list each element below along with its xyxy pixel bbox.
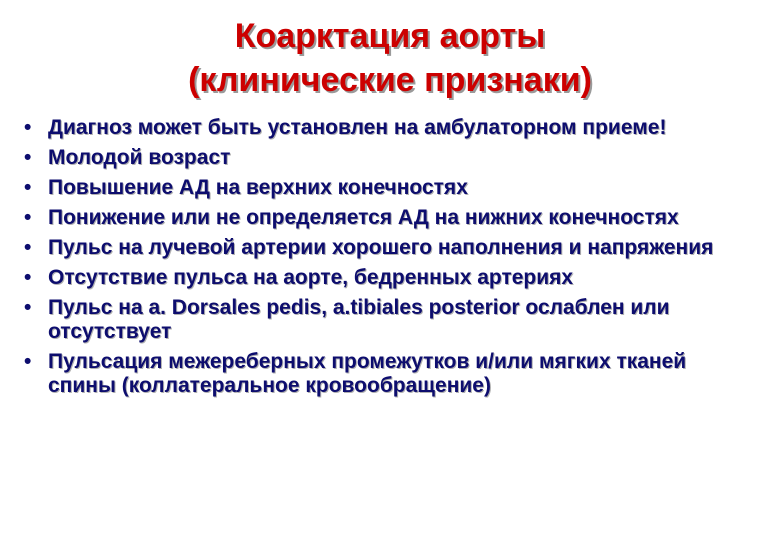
title-line-1: Коарктация аорты [234, 17, 546, 55]
bullet-icon: • [24, 146, 32, 169]
bullet-text: Пульсация межереберных промежутков и/или мягких тканей спины (коллатеральное кровообращение) [48, 350, 687, 397]
bullet-icon: • [24, 236, 32, 259]
bullet-item [22, 206, 752, 230]
bullet-text: Пульс на a. Dorsales pedis, a.tibiales posterior ослаблен или отсутствует [48, 296, 670, 343]
bullet-text: Пульс на лучевой артерии хорошего наполнения и напряжения [48, 236, 714, 259]
bullet-text: Понижение или не определяется АД на нижних конечностях [48, 206, 679, 229]
bullet-icon: • [24, 116, 32, 139]
bullet-icon: • [24, 296, 32, 319]
title-line-2: (клинические признаки) [188, 61, 592, 99]
bullet-text: Повышение АД на верхних конечностях [48, 176, 468, 199]
bullet-item [22, 236, 752, 260]
bullet-item [22, 350, 752, 398]
bullet-item [22, 116, 752, 140]
bullet-icon: • [24, 206, 32, 229]
slide-title [0, 14, 780, 102]
bullet-item [22, 266, 752, 290]
bullet-item [22, 176, 752, 200]
bullet-icon: • [24, 176, 32, 199]
bullet-icon: • [24, 350, 32, 373]
bullet-text: Отсутствие пульса на аорте, бедренных артериях [48, 266, 574, 289]
bullet-icon: • [24, 266, 32, 289]
bullet-text: Молодой возраст [48, 146, 231, 169]
bullet-text: Диагноз может быть установлен на амбулаторном приеме! [48, 116, 667, 139]
bullet-item [22, 146, 752, 170]
bullet-item [22, 296, 752, 344]
bullet-list [22, 116, 752, 404]
